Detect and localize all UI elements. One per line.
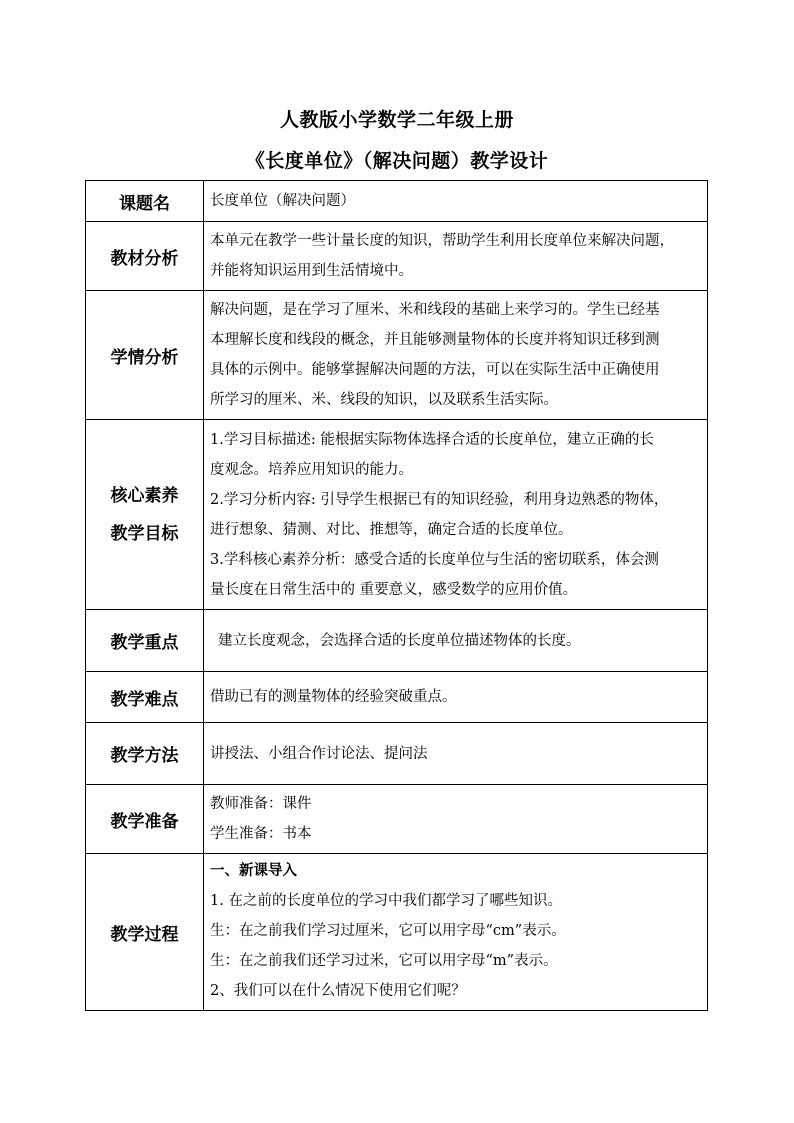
table-row bbox=[86, 420, 708, 610]
text-line: 进行想象、猜测、对比、推想等，确定合适的长度单位。 bbox=[210, 521, 573, 538]
row-label: 教学准备 bbox=[86, 785, 204, 854]
table-row bbox=[86, 723, 708, 785]
table-row bbox=[86, 854, 708, 1011]
table-row bbox=[86, 610, 708, 672]
text-line: 学生准备：书本 bbox=[210, 826, 312, 842]
document-title: 人教版小学数学二年级上册 bbox=[279, 109, 514, 131]
row-content bbox=[204, 785, 708, 854]
text-line: 生：在之前我们还学习过米，它可以用字母“m”表示。 bbox=[210, 953, 558, 969]
row-label-line: 教学目标 bbox=[110, 523, 179, 544]
text-line: 2、我们可以在什么情况下使用它们呢？ bbox=[210, 983, 466, 999]
text-line: 1.学习目标描述: 能根据实际物体选择合适的长度单位，建立正确的长 bbox=[210, 431, 654, 448]
text-line: 2.学习分析内容: 引导学生根据已有的知识经验，利用身边熟悉的物体， bbox=[210, 491, 669, 508]
text-line: 本理解长度和线段的概念，并且能够测量物体的长度并将知识迁移到测 bbox=[210, 332, 660, 348]
row-content bbox=[204, 672, 708, 723]
text-line: 并能将知识运用到生活情境中。 bbox=[210, 263, 413, 279]
row-label: 教学重点 bbox=[86, 610, 204, 672]
row-content bbox=[204, 222, 708, 291]
lesson-plan-table bbox=[85, 180, 708, 1011]
row-content bbox=[204, 291, 708, 420]
row-label bbox=[86, 420, 204, 610]
row-label: 课题名 bbox=[86, 181, 204, 222]
text-line: 具体的示例中。能够掌握解决问题的方法，可以在实际生活中正确使用 bbox=[210, 362, 660, 378]
document-subtitle: 《长度单位》（解决问题）教学设计 bbox=[245, 150, 549, 172]
section-heading: 一、新课导入 bbox=[210, 862, 297, 879]
text-line: 1. 在之前的长度单位的学习中我们都学习了哪些知识。 bbox=[210, 893, 562, 909]
text-line: 量长度在日常生活中的 重要意义，感受数学的应用价值。 bbox=[210, 581, 578, 598]
text-line: 度观念。培养应用知识的能力。 bbox=[210, 461, 413, 478]
topic-text: 长度单位（解决问题） bbox=[210, 193, 355, 209]
row-content bbox=[204, 610, 708, 672]
text-line: 教师准备：课件 bbox=[210, 796, 312, 812]
row-label: 教学方法 bbox=[86, 723, 204, 785]
row-content bbox=[204, 854, 708, 1011]
difficulty-text: 借助已有的测量物体的经验突破重点。 bbox=[210, 689, 457, 705]
table-row bbox=[86, 785, 708, 854]
table-row bbox=[86, 181, 708, 222]
text-line: 3.学科核心素养分析：感受合适的长度单位与生活的密切联系，体会测 bbox=[210, 551, 659, 568]
row-label: 教学过程 bbox=[86, 854, 204, 1011]
table-row bbox=[86, 672, 708, 723]
text-line: 本单元在教学一些计量长度的知识，帮助学生利用长度单位来解决问题， bbox=[210, 233, 674, 249]
focus-text: 建立长度观念，会选择合适的长度单位描述物体的长度。 bbox=[218, 632, 581, 649]
row-content bbox=[204, 723, 708, 785]
table-row bbox=[86, 222, 708, 291]
row-label: 教学难点 bbox=[86, 672, 204, 723]
row-label: 学情分析 bbox=[86, 291, 204, 420]
row-content bbox=[204, 181, 708, 222]
row-label-line: 核心素养 bbox=[110, 485, 179, 506]
text-line: 生：在之前我们学习过厘米，它可以用字母“cm”表示。 bbox=[210, 923, 566, 939]
row-content bbox=[204, 420, 708, 610]
text-line: 所学习的厘米、米、线段的知识，以及联系生活实际。 bbox=[210, 392, 558, 408]
text-line: 解决问题，是在学习了厘米、米和线段的基础上来学习的。学生已经基 bbox=[210, 302, 660, 318]
row-label: 教材分析 bbox=[86, 222, 204, 291]
method-text: 讲授法、小组合作讨论法、提问法 bbox=[210, 745, 428, 762]
table-row bbox=[86, 291, 708, 420]
